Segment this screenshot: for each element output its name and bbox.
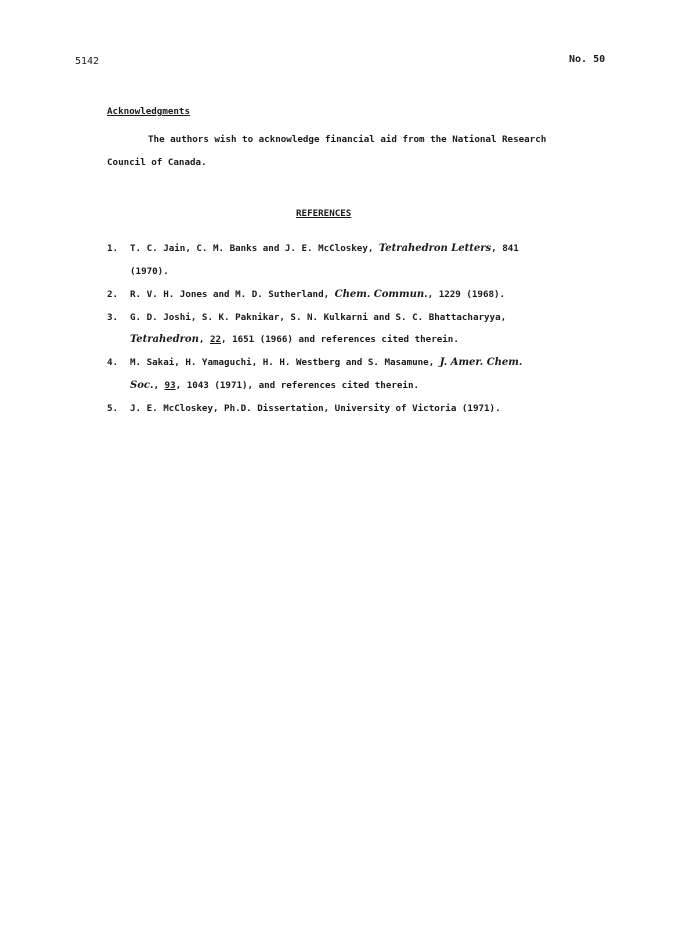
reference-number: 3. xyxy=(107,312,119,323)
reference-number: 5. xyxy=(107,403,119,414)
issue-label: No. 50 xyxy=(569,54,606,65)
reference-volume: 22 xyxy=(209,334,222,345)
reference-journal: Chem. Commun. xyxy=(334,289,428,300)
reference-journal-continued: Soc. xyxy=(130,380,154,391)
reference-journal: Tetrahedron Letters xyxy=(378,243,492,254)
reference-authors: R. V. H. Jones and M. D. Sutherland, xyxy=(130,289,335,300)
reference-citation: , 1651 (1966) and references cited therein. xyxy=(221,334,459,345)
reference-volume: 93 xyxy=(164,380,176,391)
page-number: 5142 xyxy=(75,56,100,67)
reference-number: 1. xyxy=(107,243,119,254)
acknowledgments-heading: Acknowledgments xyxy=(107,106,190,117)
reference-line-continued xyxy=(130,380,419,391)
acknowledgments-text-line-2: Council of Canada. xyxy=(107,157,207,168)
reference-separator: , xyxy=(198,334,210,345)
reference-line xyxy=(130,357,522,368)
reference-number: 4. xyxy=(107,357,119,368)
reference-line: J. E. McCloskey, Ph.D. Dissertation, University of Victoria (1971). xyxy=(130,403,501,414)
reference-citation: , 1043 (1971), and references cited therein. xyxy=(175,380,420,391)
reference-journal: Tetrahedron xyxy=(130,334,199,345)
reference-journal: J. Amer. Chem. xyxy=(439,357,523,368)
reference-line-continued: (1970). xyxy=(130,266,169,277)
reference-authors: T. C. Jain, C. M. Banks and J. E. McCloskey, xyxy=(130,243,379,254)
reference-separator: , xyxy=(153,380,165,391)
reference-line-continued xyxy=(130,334,459,345)
reference-line xyxy=(130,289,505,300)
reference-line xyxy=(130,243,519,254)
reference-authors: M. Sakai, H. Yamaguchi, H. H. Westberg and S. Masamune, xyxy=(130,357,440,368)
reference-number: 2. xyxy=(107,289,119,300)
reference-citation: , 841 xyxy=(491,243,519,254)
reference-line: G. D. Joshi, S. K. Paknikar, S. N. Kulkarni and S. C. Bhattacharyya, xyxy=(130,312,507,323)
references-heading: REFERENCES xyxy=(296,208,352,219)
reference-citation: , 1229 (1968). xyxy=(427,289,506,300)
acknowledgments-text-line-1: The authors wish to acknowledge financial aid from the National Research xyxy=(148,134,547,145)
